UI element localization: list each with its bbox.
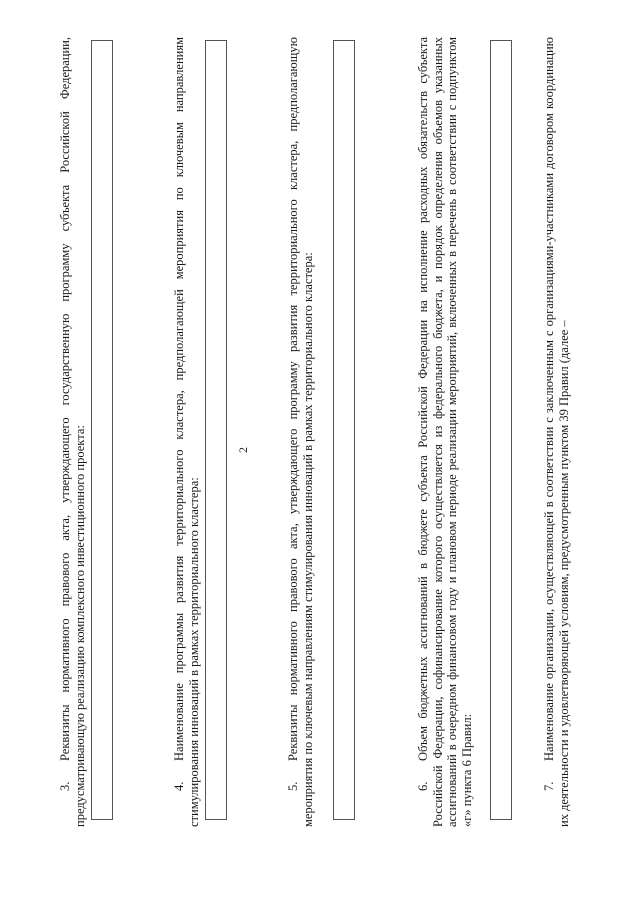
item-4-field[interactable]: [205, 40, 227, 820]
item-5-field[interactable]: [333, 40, 355, 820]
item-5-text: 5.Реквизиты нормативного правового акта, утверждающего программу развития территориального кластера, предполагающую мероприятия по ключевым направлениям стимулирования инноваций в рамках территориального кластера:: [286, 37, 315, 827]
item-6: [416, 37, 474, 827]
item-6-field[interactable]: [490, 40, 512, 820]
item-3-field[interactable]: [91, 40, 113, 820]
item-4-text: 4.Наименование программы развития территориального кластера, предполагающей мероприятия по ключевым направлениям стимулирования инноваций в рамках территориального кластера:: [172, 37, 201, 827]
item-6-text: 6.Объем бюджетных ассигнований в бюджете субъекта Российской Федерации на исполнение расходных обязательств субъекта Российской Федерации, софинансирование которого осуществляется из федерального бюджета, и порядок определения объемов указанных ассигнований в очередном финансовом году и плановом периоде реализации мероприятий, включенных в перечень в соответствии с подпунктом «г» пункта 6 Правил:: [416, 37, 474, 827]
item-4: [172, 37, 201, 827]
item-5: [286, 37, 315, 827]
item-7: [542, 37, 571, 827]
page-number: 2: [236, 447, 250, 453]
item-3: [58, 37, 87, 827]
item-7-text: 7.Наименование организации, осуществляющей в соответствии с заключенным с организациями-участниками договором координацию их деятельности и удовлетворяющей условиям, предусмотренным пунктом 39 Правил (далее –: [542, 37, 571, 827]
item-3-text: 3.Реквизиты нормативного правового акта, утверждающего государственную программу субъекта Российской Федерации, предусматривающую реализацию комплексного инвестиционного проекта:: [58, 37, 87, 827]
